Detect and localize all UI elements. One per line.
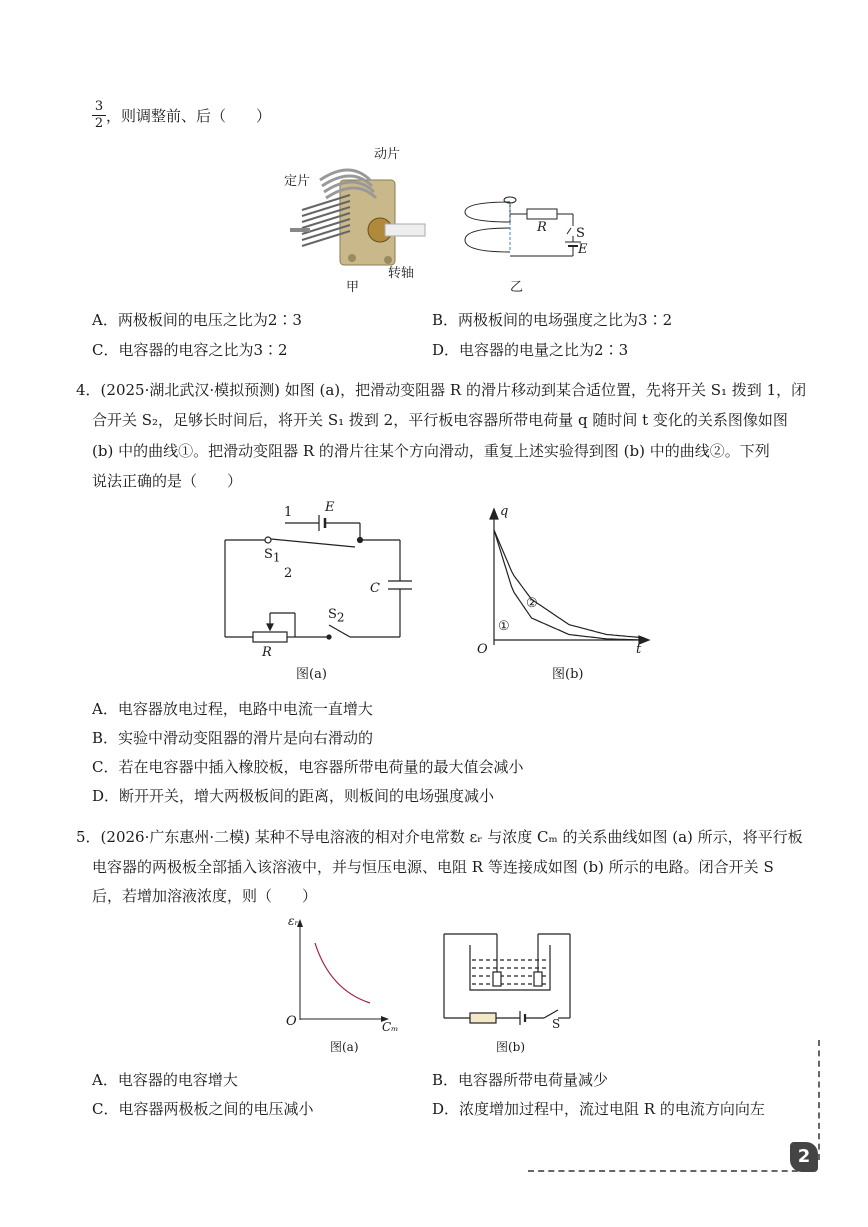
caption-a: 图(a) — [296, 667, 327, 682]
caption-jia: 甲 — [346, 280, 360, 295]
label-curve-1: ① — [498, 619, 510, 634]
label-yi-S: S — [576, 226, 585, 241]
caption-5b: 图(b) — [496, 1040, 526, 1054]
q4-stem-line2: 合开关 S₂，足够长时间后，将开关 S₁ 拨到 2，平行板电容器所带电荷量 q 随时间 t 变化的关系图像如图 — [92, 411, 788, 429]
q5-stem-line2: 电容器的两极板全部插入该溶液中，并与恒压电源、电阻 R 等连接成如图 (b) 所示的电路。闭合开关 S — [92, 858, 774, 876]
q4-option-a: A．电容器放电过程，电路中电流一直增大 — [92, 700, 373, 718]
q5-option-a: A．电容器的电容增大 — [92, 1071, 238, 1089]
page-edge-dashes — [818, 1040, 820, 1160]
label-b-O: O — [477, 642, 488, 657]
curve-1 — [494, 530, 644, 640]
caption-5a: 图(a) — [330, 1040, 359, 1054]
fraction-numerator: 3 — [94, 99, 104, 114]
q5-option-b: B．电容器所带电荷量减少 — [432, 1071, 609, 1089]
q4-option-b: B．实验中滑动变阻器的滑片是向右滑动的 — [92, 729, 374, 747]
label-a-S2: $S_2$ — [328, 607, 345, 625]
label-b-t: t — [636, 642, 642, 657]
q4-option-d: D．断开开关，增大两极板间的距离，则板间的电场强度减小 — [92, 787, 495, 805]
q3-option-b: B．两极板间的电场强度之比为3∶2 — [432, 311, 673, 329]
label-a-E: E — [325, 500, 335, 515]
label-5a-y: εᵣ — [288, 914, 299, 928]
caption-yi: 乙 — [510, 280, 524, 295]
label-a-R: R — [262, 645, 272, 660]
label-a-2: 2 — [284, 566, 293, 581]
q4-option-c: C．若在电容器中插入橡胶板，电容器所带电荷量的最大值会减小 — [92, 758, 524, 776]
page-bottom-dashes — [528, 1170, 808, 1172]
q3-option-a: A．两极板间的电压之比为2∶3 — [92, 311, 302, 329]
q5-option-d: D．浓度增加过程中，流过电阻 R 的电流方向向左 — [432, 1100, 765, 1118]
fraction-denominator: 2 — [94, 116, 104, 131]
label-yi-R: R — [537, 220, 547, 235]
q4-stem-line3: (b) 中的曲线①。把滑动变阻器 R 的滑片往某个方向滑动，重复上述实验得到图 (b) 中的曲线②。下列 — [92, 442, 770, 460]
q5-stem-line3: 后，若增加溶液浓度，则（ ） — [92, 887, 318, 905]
solution-capacitor-circuit — [440, 930, 575, 1030]
page-number: 2 — [790, 1142, 818, 1172]
q5-stem-line1: 5．(2026·广东惠州·二模) 某种不导电溶液的相对介电常数 εᵣ 与浓度 Cₘ 的关系曲线如图 (a) 所示，将平行板 — [76, 828, 803, 846]
label-dingpian: 定片 — [284, 174, 311, 189]
label-a-S1: $S_1$ — [264, 547, 281, 565]
label-zhuanzhou: 转轴 — [388, 266, 415, 281]
permittivity-concentration-chart — [285, 915, 395, 1030]
label-5b-S: S — [552, 1017, 561, 1031]
label-a-1: 1 — [284, 505, 293, 520]
permittivity-curve — [315, 943, 370, 1003]
label-curve-2: ② — [526, 596, 538, 611]
q3-option-d: D．电容器的电量之比为2∶3 — [432, 341, 629, 359]
q3-tail-text: ，则调整前、后（ ） — [106, 107, 272, 125]
label-5a-x: Cₘ — [382, 1020, 399, 1034]
label-yi-E: E — [578, 242, 588, 257]
label-a-C: C — [370, 581, 380, 596]
label-dongpian: 动片 — [374, 147, 401, 162]
q3-option-c: C．电容器的电容之比为3∶2 — [92, 341, 288, 359]
caption-b: 图(b) — [552, 667, 584, 682]
q4-stem-line4: 说法正确的是（ ） — [92, 472, 243, 490]
label-b-q: q — [500, 504, 509, 519]
q4-stem-line1: 4．(2025·湖北武汉·模拟预测) 如图 (a)，把滑动变阻器 R 的滑片移动到某合适位置，先将开关 S₁ 拨到 1，闭 — [76, 381, 807, 399]
curve-2 — [494, 530, 644, 638]
q5-option-c: C．电容器两极板之间的电压减小 — [92, 1100, 314, 1118]
circuit-diagram-a — [215, 495, 415, 655]
label-5a-O: O — [286, 1014, 297, 1029]
y-axis-arrow — [490, 509, 498, 519]
